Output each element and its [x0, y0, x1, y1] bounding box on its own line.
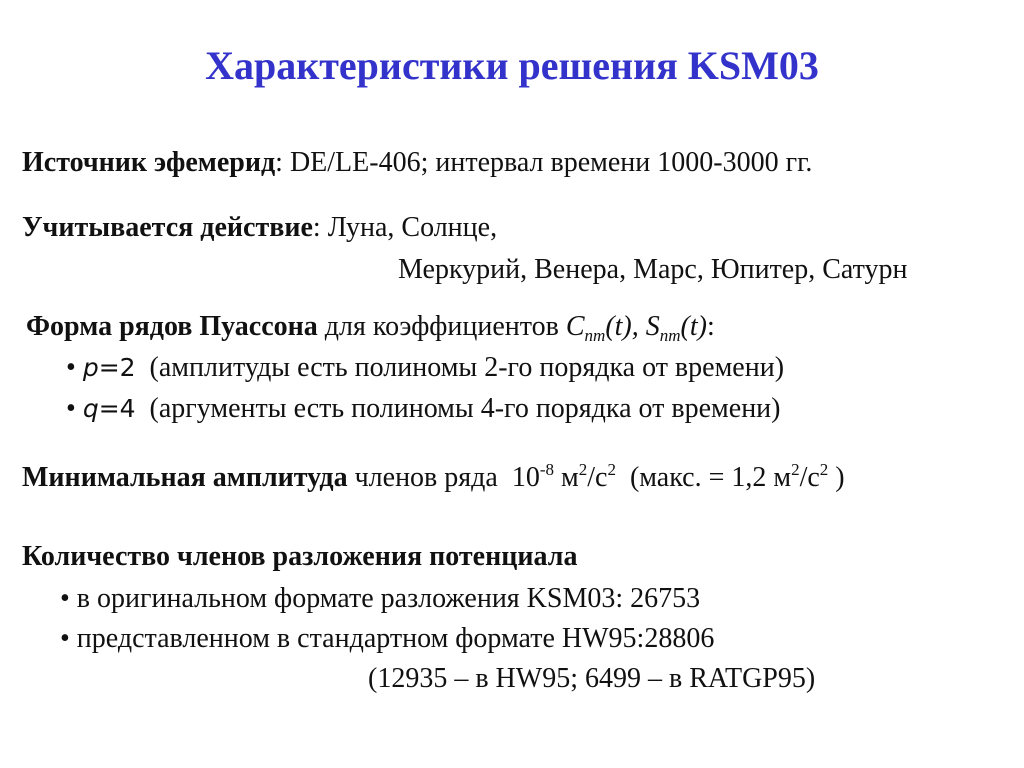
poisson-c-sub: nm	[584, 326, 606, 345]
poisson-label: Форма рядов Пуассона	[26, 311, 318, 342]
poisson-bullet-q	[66, 392, 781, 426]
ephemeris-colon: :	[275, 147, 283, 178]
amplitude-max-suffix: )	[828, 462, 845, 493]
poisson-c: C	[565, 311, 585, 342]
amplitude-unit-s: /с	[587, 462, 608, 493]
amplitude-max-s-exp: 2	[819, 460, 829, 479]
poisson-s: S	[645, 311, 660, 342]
bullet-p-marker: •	[66, 352, 76, 383]
bullet-p-desc: (амплитуды есть полиномы 2-го порядка от времени)	[149, 352, 785, 383]
amplitude-exp: -8	[539, 460, 555, 479]
poisson-s-arg: (t)	[680, 311, 707, 342]
amplitude-base: 10	[511, 462, 540, 493]
bullet-q-eq: =4	[98, 394, 136, 423]
poisson-text: для коэффициентов	[317, 311, 566, 342]
terms-item-original: • в оригинальном формате разложения KSM03: 26753	[60, 583, 701, 614]
amplitude-unit-s-exp: 2	[607, 460, 616, 479]
amplitude-label: Минимальная амплитуда	[22, 462, 348, 493]
poisson-c-arg: (t),	[605, 311, 646, 342]
amplitude-max-prefix: (макс. = 1,2 м	[629, 462, 792, 493]
poisson-s-sub: nm	[659, 326, 681, 345]
bodies-line-2	[398, 253, 907, 287]
terms-item-breakdown: (12935 – в HW95; 6499 – в RATGP95)	[368, 663, 816, 694]
bullet-q-desc: (аргументы есть полиномы 4-го порядка от времени)	[149, 393, 781, 424]
terms-heading: Количество членов разложения потенциала	[22, 541, 578, 572]
amplitude-unit-m-exp: 2	[578, 460, 588, 479]
bodies-text-2: Меркурий, Венера, Марс, Юпитер, Сатурн	[398, 254, 908, 285]
ephemeris-line	[22, 146, 812, 180]
poisson-bullet-p	[66, 351, 784, 385]
amplitude-line	[22, 461, 845, 495]
ephemeris-text: DE/LE-406; интервал времени 1000-3000 гг.	[282, 147, 813, 178]
bodies-colon: :	[312, 212, 321, 243]
amplitude-text: членов ряда	[347, 462, 505, 493]
slide-title: Характеристики решения KSM03	[205, 43, 819, 88]
bodies-label: Учитывается действие	[22, 212, 313, 243]
bullet-p-var: p	[82, 353, 99, 382]
ephemeris-label: Источник эфемерид	[22, 147, 276, 178]
bullet-q-marker: •	[66, 393, 76, 424]
bodies-text-1: Луна, Солнце,	[320, 212, 498, 243]
amplitude-unit-m: м	[554, 462, 579, 493]
amplitude-max-m-exp: 2	[791, 460, 800, 479]
poisson-line	[26, 310, 715, 344]
terms-item-standard: • представленном в стандартном формате HW95:28806	[60, 623, 715, 654]
amplitude-max-s: /с	[799, 462, 820, 493]
bullet-p-eq: =2	[98, 353, 136, 382]
poisson-end: :	[706, 311, 715, 342]
bullet-q-var: q	[82, 394, 99, 423]
bodies-line-1	[22, 211, 497, 245]
